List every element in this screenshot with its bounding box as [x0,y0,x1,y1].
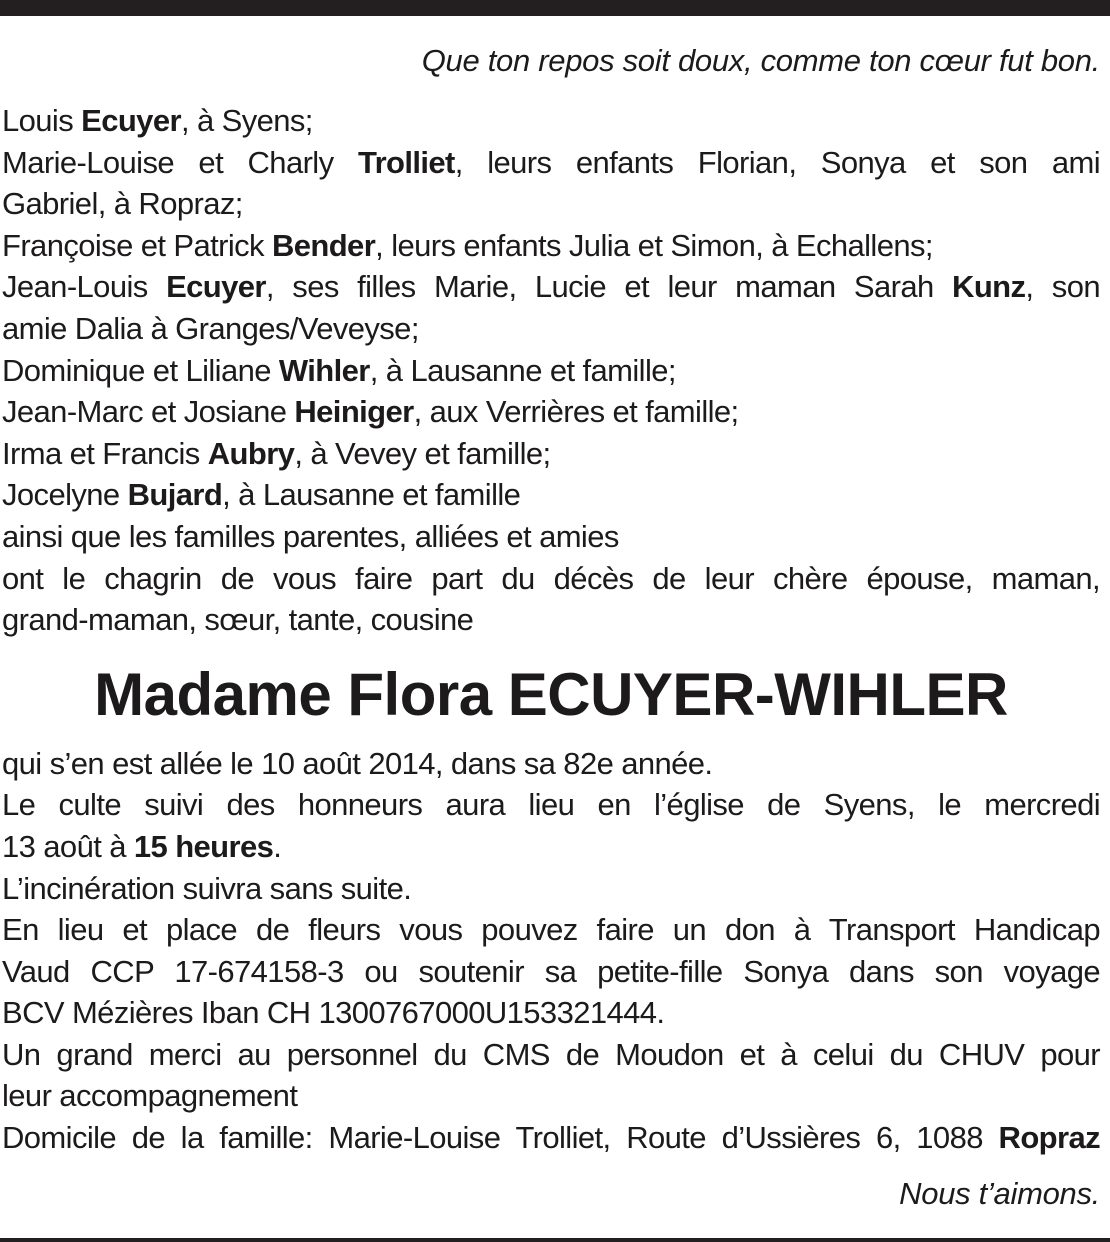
family-line: Jocelyne Bujard, à Lausanne et famille [2,477,521,513]
top-rule [0,0,1110,16]
detail-line: leur accompagnement [2,1078,298,1114]
service-time: 15 heures [133,828,274,864]
family-surname: Wihler [278,352,370,388]
detail-line: Le culte suivi des honneurs aura lieu en l’église de Syens, le mercredi [2,787,1100,823]
family-list [2,100,1100,641]
family-line: Marie-Louise et Charly Trolliet, leurs enfants Florian, Sonya et son ami [2,144,1100,180]
family-surname: Trolliet [357,144,455,180]
epigraph: Que ton repos soit doux, comme ton cœur fut bon. [421,43,1100,78]
family-line: amie Dalia à Granges/Veveyse; [2,310,419,346]
family-surname: Aubry [207,435,295,471]
family-line: Jean-Louis Ecuyer, ses filles Marie, Lucie et leur maman Sarah Kunz, son [2,269,1100,305]
family-line: Gabriel, à Ropraz; [2,186,243,222]
family-line: Jean-Marc et Josiane Heiniger, aux Verrières et famille; [2,394,739,430]
detail-line: 13 août à 15 heures. [2,828,282,864]
family-surname: Bender [271,227,376,263]
family-line: Irma et Francis Aubry, à Vevey et famille; [2,435,551,471]
closing-line: Nous t’aimons. [899,1175,1100,1211]
family-surname: Ecuyer [81,103,181,138]
detail-line: Un grand merci au personnel du CMS de Moudon et à celui du CHUV pour [2,1036,1100,1072]
detail-line: L’incinération suivra sans suite. [2,870,412,906]
detail-line: En lieu et place de fleurs vous pouvez faire un don à Transport Handicap [2,912,1100,948]
deceased-name: Madame Flora ECUYER-WIHLER [94,660,1008,728]
service-details [2,743,1100,1159]
obituary-notice [2,40,1100,1215]
family-surname: Kunz [952,269,1026,305]
family-line: Louis Ecuyer, à Syens; [2,103,313,138]
family-line: Dominique et Liliane Wihler, à Lausanne et famille; [2,352,676,388]
bottom-rule [0,1238,1110,1242]
family-line: Françoise et Patrick Bender, leurs enfants Julia et Simon, à Echallens; [2,227,933,263]
family-line: ainsi que les familles parentes, alliées et amies [2,518,619,554]
family-surname: Ecuyer [166,269,266,305]
detail-line: BCV Mézières Iban CH 1300767000U153321444. [2,995,665,1031]
domicile-town: Ropraz [998,1120,1100,1156]
family-line: grand-maman, sœur, tante, cousine [2,602,474,638]
detail-line: Domicile de la famille: Marie-Louise Trolliet, Route d’Ussières 6, 1088 Ropraz [2,1120,1100,1156]
family-line: ont le chagrin de vous faire part du décès de leur chère épouse, maman, [2,560,1100,596]
detail-line: Vaud CCP 17-674158-3 ou soutenir sa petite-fille Sonya dans son voyage [2,953,1100,989]
detail-line: qui s’en est allée le 10 août 2014, dans sa 82e année. [2,745,713,781]
family-surname: Heiniger [294,394,414,430]
family-surname: Bujard [127,477,223,513]
